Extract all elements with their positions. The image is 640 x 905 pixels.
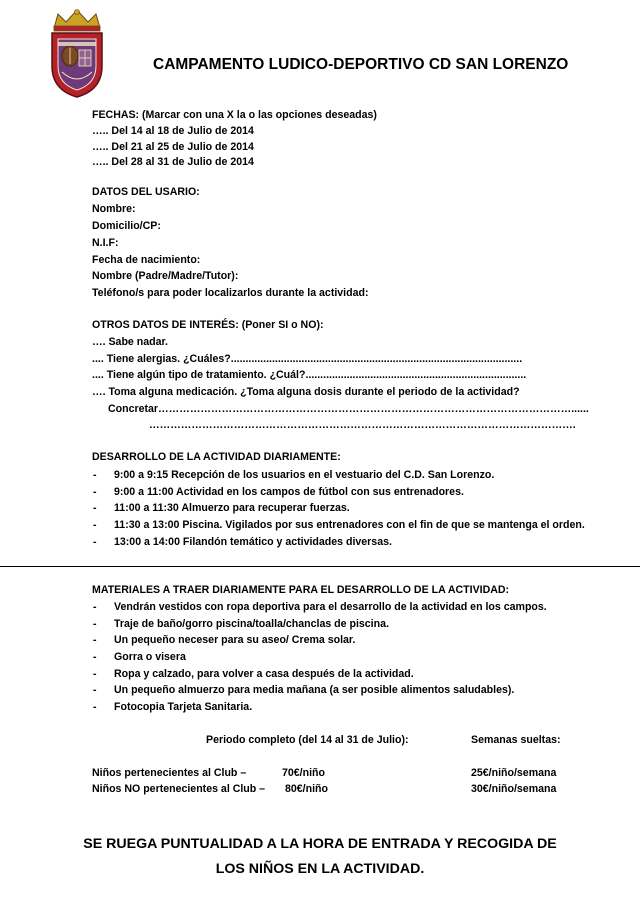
bullet-dash: - [93, 684, 97, 696]
material-item: Ropa y calzado, para volver a casa después de la actividad. [114, 668, 414, 680]
schedule-item: 9:00 a 9:15 Recepción de los usuarios en el vestuario del C.D. San Lorenzo. [114, 469, 495, 481]
otros-line-alergias: .... Tiene alergias. ¿Cuáles?................................................................................................... [92, 353, 523, 365]
footer-line-2: LOS NIÑOS EN LA ACTIVIDAD. [215, 861, 425, 877]
schedule-item: 11:30 a 13:00 Piscina. Vigilados por sus entrenadores con el fin de que se mantenga el orden. [114, 519, 585, 531]
bullet-dash: - [93, 486, 97, 498]
datos-heading: DATOS DEL USARIO: [92, 186, 200, 198]
otros-heading: OTROS DATOS DE INTERÉS: (Poner SI o NO): [92, 319, 324, 331]
section-divider [0, 566, 640, 567]
schedule-item: 13:00 a 14:00 Filandón temático y actividades diversas. [114, 536, 392, 548]
material-item: Vendrán vestidos con ropa deportiva para el desarrollo de la actividad en los campos. [114, 601, 547, 613]
price-row-label: Niños pertenecientes al Club – [92, 767, 247, 779]
field-telefono: Teléfono/s para poder localizarlos durante la actividad: [92, 287, 369, 299]
bullet-dash: - [93, 651, 97, 663]
otros-line-dots: …………………………………………………………………………………………………………. [149, 419, 576, 431]
fecha-option-2: ….. Del 21 al 25 de Julio de 2014 [92, 141, 254, 153]
material-item: Fotocopia Tarjeta Sanitaria. [114, 701, 253, 713]
club-crest-icon [46, 6, 108, 100]
fecha-option-1: ….. Del 14 al 18 de Julio de 2014 [92, 125, 254, 137]
bullet-dash: - [93, 469, 97, 481]
bullet-dash: - [93, 634, 97, 646]
field-nombre-tutor: Nombre (Padre/Madre/Tutor): [92, 270, 239, 282]
otros-line-tratamiento: .... Tiene algún tipo de tratamiento. ¿Cuál?........................................................................... [92, 369, 527, 381]
bullet-dash: - [93, 601, 97, 613]
price-periodo: 80€/niño [285, 783, 328, 795]
field-nif: N.I.F: [92, 237, 119, 249]
page-title: CAMPAMENTO LUDICO-DEPORTIVO CD SAN LORENZO [153, 56, 569, 73]
fechas-heading: FECHAS: (Marcar con una X la o las opciones deseadas) [92, 109, 377, 121]
otros-line-nadar: …. Sabe nadar. [92, 336, 168, 348]
desarrollo-heading: DESARROLLO DE LA ACTIVIDAD DIARIAMENTE: [92, 451, 341, 463]
bullet-dash: - [93, 536, 97, 548]
footer-line-1: SE RUEGA PUNTUALIDAD A LA HORA DE ENTRADA Y RECOGIDA DE [83, 836, 557, 852]
schedule-item: 11:00 a 11:30 Almuerzo para recuperar fuerzas. [114, 502, 350, 514]
materiales-heading: MATERIALES A TRAER DIARIAMENTE PARA EL DESARROLLO DE LA ACTIVIDAD: [92, 584, 510, 596]
price-semanas: 25€/niño/semana [471, 767, 557, 779]
footer-notice [0, 832, 640, 882]
otros-line-medicacion: …. Toma alguna medicación. ¿Toma alguna dosis durante el periodo de la actividad? [92, 386, 520, 398]
field-fecha-nacimiento: Fecha de nacimiento: [92, 254, 201, 266]
price-row-label: Niños NO pertenecientes al Club – [92, 783, 266, 795]
material-item: Un pequeño neceser para su aseo/ Crema solar. [114, 634, 356, 646]
field-nombre: Nombre: [92, 203, 136, 215]
bullet-dash: - [93, 701, 97, 713]
otros-line-concretar: Concretar………………………………………………………………………………………………………...... [108, 403, 589, 415]
price-periodo: 70€/niño [282, 767, 325, 779]
periodo-heading: Periodo completo (del 14 al 31 de Julio): [206, 734, 409, 746]
field-domicilio: Domicilio/CP: [92, 220, 161, 232]
fecha-option-3: ….. Del 28 al 31 de Julio de 2014 [92, 156, 254, 168]
bullet-dash: - [93, 519, 97, 531]
semanas-heading: Semanas sueltas: [471, 734, 561, 746]
bullet-dash: - [93, 502, 97, 514]
bullet-dash: - [93, 618, 97, 630]
material-item: Traje de baño/gorro piscina/toalla/chanclas de piscina. [114, 618, 389, 630]
schedule-item: 9:00 a 11:00 Actividad en los campos de fútbol con sus entrenadores. [114, 486, 464, 498]
material-item: Gorra o visera [114, 651, 186, 663]
bullet-dash: - [93, 668, 97, 680]
material-item: Un pequeño almuerzo para media mañana (a ser posible alimentos saludables). [114, 684, 515, 696]
price-semanas: 30€/niño/semana [471, 783, 557, 795]
